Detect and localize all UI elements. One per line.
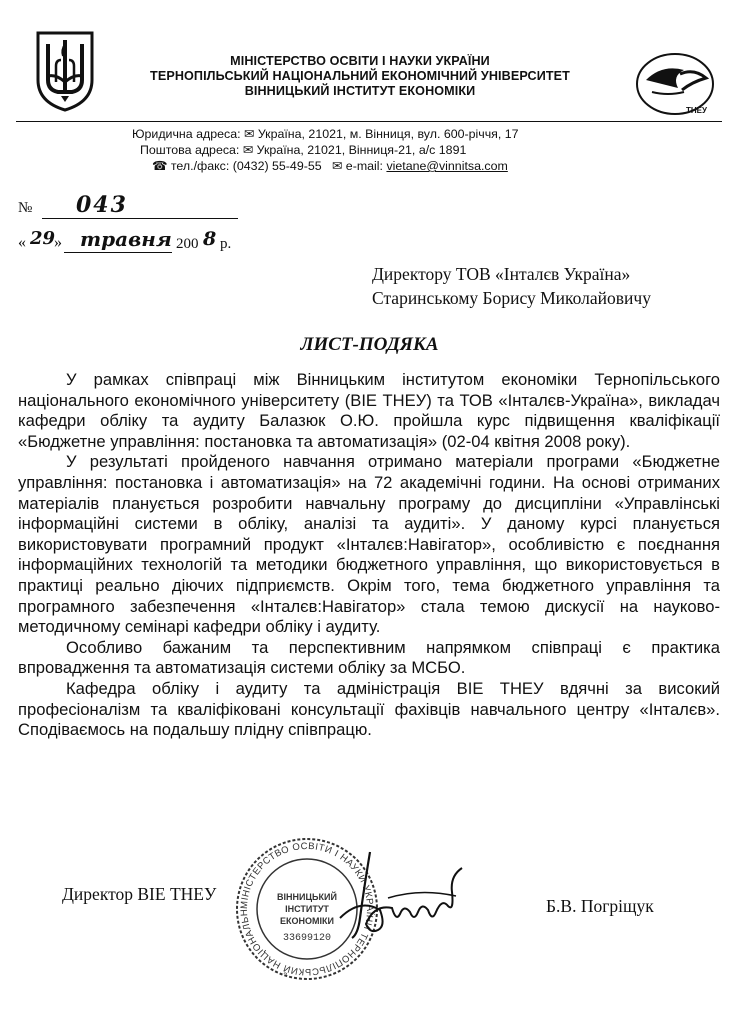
- letter-title: ЛИСТ-ПОДЯКА: [300, 334, 439, 355]
- paragraph-2: У результаті пройденого навчання отримано матеріали програми «Бюджетне управління: постановка і автоматизація» на 72 академічні години. На основі отриманих матеріалів планується розробити навчальну програму до дисципліни «Управлінські інформаційні системи в обліку, аналізі та аудиті». У даному курсі планується використовувати програмний продукт «Інталєв:Навігатор», особливістю є поєднання інформаційних технологій та методики бюджетного управління, що використовується в практиці реально діючих підприємств. Окрім того, тема бюджетного управління та програмного забезпечення «Інталєв:Навігатор» стала темою дискусії на науково-методичному семінарі кафедри обліку і аудиту.: [18, 452, 720, 637]
- postal-address-value: Україна, 21021, Вінниця-21, а/с 1891: [256, 143, 467, 157]
- stamp-line-1: ВІННИЦЬКИЙ: [277, 892, 337, 902]
- reference-number-value: 043: [76, 192, 128, 218]
- coat-of-arms-icon: [34, 30, 96, 112]
- reference-number-line: [42, 218, 238, 219]
- date-month-line: [64, 252, 172, 253]
- phone-icon: ☎: [152, 159, 168, 173]
- signatory-position: Директор ВІЕ ТНЕУ: [62, 884, 217, 904]
- institute-name: ВІННИЦЬКИЙ ІНСТИТУТ ЕКОНОМІКИ: [244, 84, 476, 98]
- date-year-suffix: 8: [203, 228, 217, 250]
- contact-line: [132, 158, 632, 174]
- stamp-outer-text: МІНІСТЕРСТВО ОСВІТИ І НАУКИ УКРАЇНИ ТЕРНОПІЛЬСЬКИЙ НАЦІОНАЛЬН: [238, 840, 376, 978]
- postal-address-line: [132, 142, 632, 158]
- date-year-prefix: 200: [176, 236, 199, 252]
- university-logo-label: ТНЕУ: [686, 106, 707, 115]
- stamp-line-2: ІНСТИТУТ: [285, 904, 329, 914]
- email-icon: ✉: [331, 159, 343, 173]
- date-year-label: р.: [220, 236, 232, 252]
- header-divider: [16, 121, 722, 122]
- stamp-line-3: ЕКОНОМІКИ: [280, 916, 334, 926]
- phone-value: (0432) 55-49-55: [232, 159, 322, 173]
- date-day: 29: [30, 228, 56, 249]
- email-label: e-mail:: [345, 159, 383, 173]
- phone-label: тел./факс:: [170, 159, 230, 173]
- letter-body: [18, 370, 720, 741]
- envelope-icon: ✉: [244, 127, 255, 141]
- handwritten-signature: [330, 848, 470, 948]
- paragraph-3: Особливо бажаним та перспективним напрямком співпраці є практика впровадження та автоматизація системи обліку за МСБО.: [18, 637, 720, 678]
- legal-address-value: Україна, 21021, м. Вінниця, вул. 600-річчя, 17: [257, 127, 519, 141]
- paragraph-1: У рамках співпраці між Вінницьким інститутом економіки Тернопільського національного економічного університету (ВІЕ ТНЕУ) та ТОВ «Інталєв-Україна», викладач кафедри обліку та аудиту Балазюк О.Ю. пройшла курс підвищення кваліфікації «Бюджетне управління: постановка та автоматизація» (02-04 квітня 2008 року).: [18, 370, 720, 451]
- university-logo-icon: [632, 50, 718, 122]
- paragraph-4: Кафедра обліку і аудиту та адміністрація ВІЕ ТНЕУ вдячні за високий професіоналізм та кваліфіковані консультації фахівців навчального центру «Інталєв». Сподіваємось на подальшу плідну співпрацю.: [18, 678, 720, 740]
- email-link[interactable]: vietane@vinnitsa.com: [386, 159, 508, 173]
- university-name: ТЕРНОПІЛЬСЬКИЙ НАЦІОНАЛЬНИЙ ЕКОНОМІЧНИЙ УНІВЕРСИТЕТ: [150, 69, 570, 83]
- signatory-name: Б.В. Погріщук: [546, 896, 654, 916]
- ministry-name: МІНІСТЕРСТВО ОСВІТИ І НАУКИ УКРАЇНИ: [230, 54, 490, 68]
- postal-address-label: Поштова адреса:: [140, 143, 240, 157]
- addressee-line-1: Директору ТОВ «Інталєв Україна»: [372, 264, 631, 284]
- legal-address-label: Юридична адреса:: [132, 127, 241, 141]
- legal-address-line: [132, 126, 632, 142]
- date-month: травня: [80, 227, 172, 251]
- addressee-line-2: Старинському Борису Миколайовичу: [372, 288, 651, 308]
- reference-number-label: №: [18, 200, 33, 216]
- date-close-quote: »: [54, 234, 62, 251]
- stamp-code: 33699120: [282, 933, 332, 944]
- envelope-icon: ✉: [242, 143, 254, 157]
- date-open-quote: «: [18, 234, 26, 251]
